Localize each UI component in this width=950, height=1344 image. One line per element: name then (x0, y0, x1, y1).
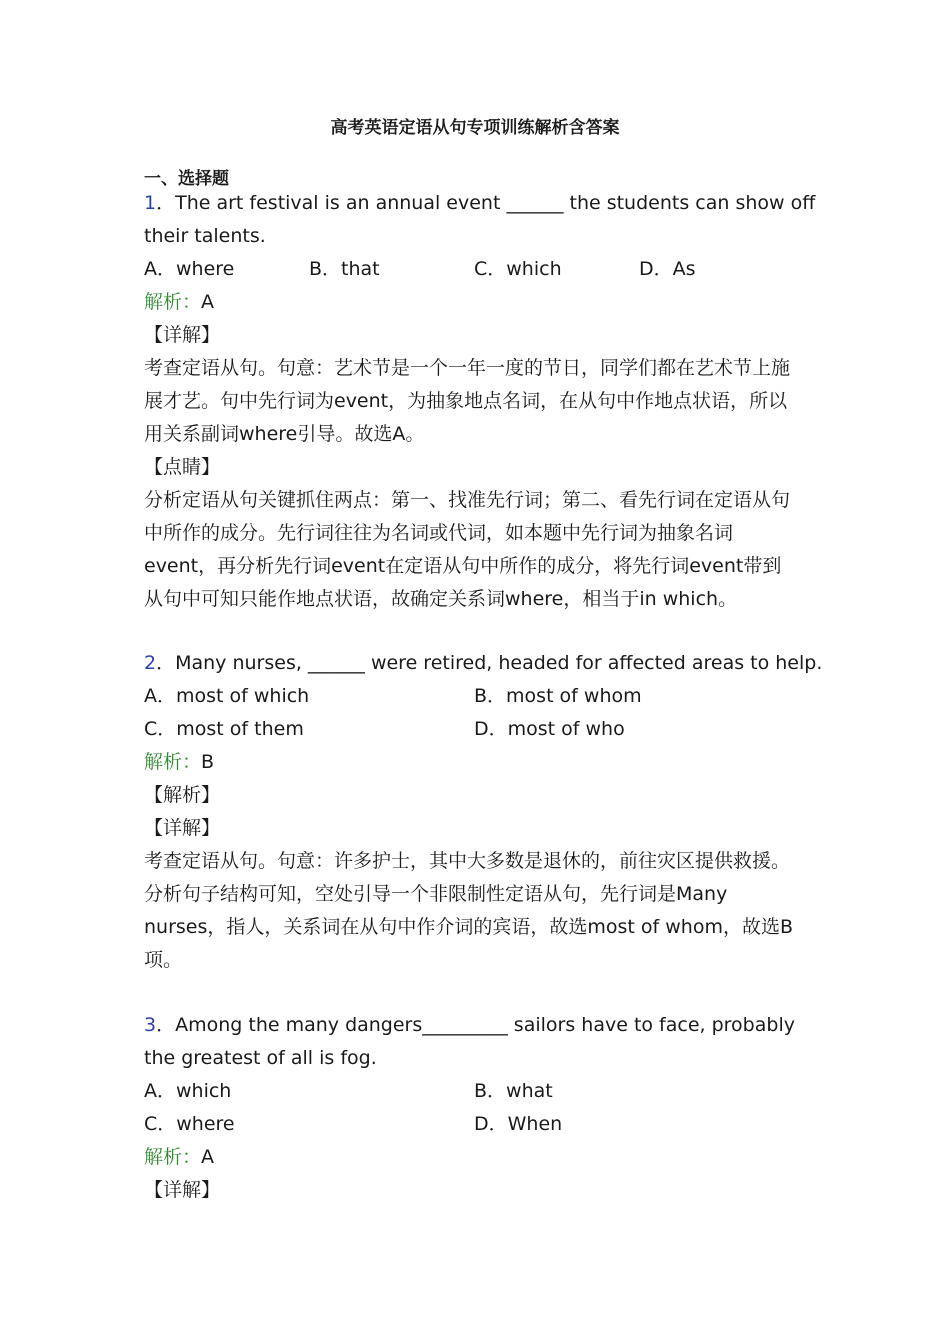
answer-line: 解析：A (144, 291, 215, 313)
option-d: D．As (639, 258, 696, 280)
question-number: 3 (144, 1014, 157, 1036)
options-row (144, 1075, 804, 1108)
option-c: C．most of them (144, 718, 304, 740)
question-number: 2 (144, 652, 157, 674)
answer-value: A (201, 1146, 215, 1168)
question-2 (144, 647, 823, 977)
tip-text: event，再分析先行词event在定语从句中所作的成分，将先行词event带到 (144, 555, 782, 577)
answer-line: 解析：A (144, 1146, 215, 1168)
options-row (144, 713, 804, 746)
question-stem: 1．The art festival is an annual event ______ the students can show off (144, 192, 816, 214)
answer-value: A (201, 291, 215, 313)
detail-text: 考查定语从句。句意：艺术节是一个一年一度的节日，同学们都在艺术节上施 (144, 357, 791, 379)
question-number: 1 (144, 192, 157, 214)
detail-text: 展才艺。句中先行词为event，为抽象地点名词，在从句中作地点状语，所以 (144, 390, 788, 412)
option-a: A．where (144, 258, 235, 280)
detail-text: 分析句子结构可知，空处引导一个非限制性定语从句，先行词是Many (144, 883, 728, 905)
tip-text: 中所作的成分。先行词往往为名词或代词，如本题中先行词为抽象名词 (144, 522, 734, 544)
detail-text: 项。 (144, 949, 183, 971)
detail-heading: 【详解】 (144, 1179, 221, 1201)
detail-text: 考查定语从句。句意：许多护士，其中大多数是退休的，前往灾区提供救援。 (144, 850, 791, 872)
option-a: A．which (144, 1080, 232, 1102)
document-title: 高考英语定语从句专项训练解析含答案 (330, 118, 620, 138)
option-d: D．most of who (474, 718, 625, 740)
option-c: C．which (474, 258, 562, 280)
question-stem-cont: their talents. (144, 225, 266, 247)
options-row (144, 1108, 804, 1141)
options-row (144, 680, 804, 713)
answer-line: 解析：B (144, 751, 215, 773)
detail-heading: 【详解】 (144, 324, 221, 346)
answer-value: B (201, 751, 215, 773)
question-1 (144, 187, 816, 616)
tip-heading: 【点睛】 (144, 456, 221, 478)
options-row (144, 253, 804, 286)
section-heading: 一、选择题 (144, 169, 229, 189)
question-stem-cont: the greatest of all is fog. (144, 1047, 377, 1069)
option-b: B．that (309, 258, 380, 280)
tip-text: 分析定语从句关键抓住两点：第一、找准先行词；第二、看先行词在定语从句 (144, 489, 791, 511)
option-c: C．where (144, 1113, 235, 1135)
option-b: B．what (474, 1080, 553, 1102)
option-a: A．most of which (144, 685, 310, 707)
tip-text: 从句中可知只能作地点状语，故确定关系词where，相当于in which。 (144, 588, 738, 610)
detail-text: nurses，指人，关系词在从句中作介词的宾语，故选most of whom，故选B (144, 916, 794, 938)
option-b: B．most of whom (474, 685, 642, 707)
question-stem: 2．Many nurses, ______ were retired, headed for affected areas to help. (144, 652, 823, 674)
detail-text: 用关系副词where引导。故选A。 (144, 423, 425, 445)
analysis-heading: 【解析】 (144, 784, 221, 806)
question-3 (144, 1009, 804, 1207)
option-d: D．When (474, 1113, 563, 1135)
detail-heading: 【详解】 (144, 817, 221, 839)
question-stem: 3．Among the many dangers_________ sailors have to face, probably (144, 1014, 795, 1036)
